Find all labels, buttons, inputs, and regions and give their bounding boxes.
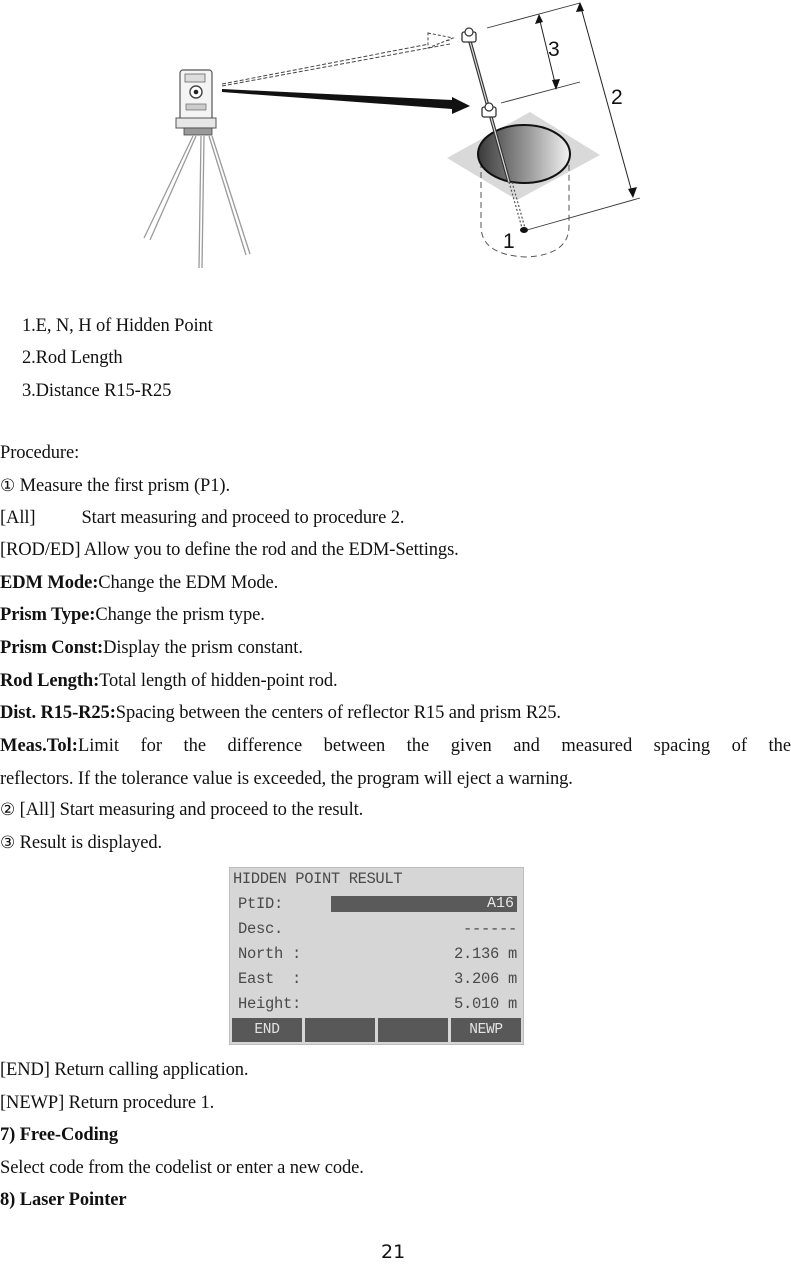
hidden-point-illustration — [0, 0, 791, 280]
section-heading-free-coding: 7) Free-Coding — [0, 1125, 118, 1145]
free-coding-text: Select code from the codelist or enter a new code. — [0, 1158, 364, 1178]
step-1-text: Measure the first prism (P1). — [15, 476, 230, 496]
procedure-step-3 — [0, 832, 162, 854]
setting-prism-type — [0, 604, 265, 626]
north-value: 2.136 m — [453, 945, 517, 963]
legend-item-rod-length: 2.Rod Length — [22, 348, 123, 368]
dimension-label-3: 3 — [548, 38, 560, 61]
setting-edm-mode — [0, 572, 278, 594]
setting-term: Dist. R15-R25: — [0, 703, 116, 723]
screen-row-desc — [238, 920, 517, 940]
hidden-point-label-1: 1 — [503, 230, 515, 253]
procedure-step-1 — [0, 475, 230, 497]
total-station-icon — [176, 70, 216, 135]
setting-prism-const — [0, 637, 303, 659]
height-label: Height: — [238, 995, 302, 1013]
setting-desc: Change the EDM Mode. — [98, 573, 279, 593]
setting-term: Prism Type: — [0, 605, 96, 625]
setting-term: Rod Length: — [0, 671, 100, 691]
setting-desc: Spacing between the centers of reflector R15 and prism R25. — [115, 703, 561, 723]
newp-softkey[interactable]: NEWP — [451, 1018, 521, 1042]
setting-dist-r15-r25 — [0, 702, 561, 724]
step-3-text: Result is displayed. — [15, 833, 163, 853]
height-value: 5.010 m — [453, 995, 517, 1013]
screen-row-east — [238, 970, 517, 990]
ptid-label: PtID: — [238, 895, 284, 913]
setting-meas-tol-line1: Meas.Tol:Limit for the difference between the given and measured spacing of the — [0, 736, 791, 756]
procedure-heading: Procedure: — [0, 443, 80, 463]
prism-top-icon — [462, 28, 476, 42]
setting-term: EDM Mode: — [0, 573, 99, 593]
step-3-marker: ③ — [0, 833, 16, 853]
hidden-point-diagram — [0, 0, 791, 280]
north-label: North : — [238, 945, 302, 963]
softkey-3[interactable] — [378, 1018, 448, 1042]
section-heading-laser-pointer: 8) Laser Pointer — [0, 1190, 127, 1210]
all-key-text: Start measuring and proceed to procedure 2. — [81, 508, 405, 528]
legend-item-distance: 3.Distance R15-R25 — [22, 381, 172, 401]
setting-desc: Change the prism type. — [95, 605, 265, 625]
hidden-point-result-screen — [229, 867, 524, 1045]
procedure-step-2 — [0, 799, 363, 821]
setting-meas-tol-line2: reflectors. If the tolerance value is exceeded, the program will eject a warning. — [0, 769, 573, 789]
legend-item-hidden-point: 1.E, N, H of Hidden Point — [22, 316, 213, 336]
screen-row-north — [238, 945, 517, 965]
softkey-2[interactable] — [305, 1018, 375, 1042]
step-1-marker: ① — [0, 476, 16, 496]
all-key-label: [All] — [0, 508, 36, 528]
step-2-text: [All] Start measuring and proceed to the result. — [15, 800, 364, 820]
desc-value: ------ — [462, 920, 517, 938]
screen-row-height — [238, 995, 517, 1015]
east-value: 3.206 m — [453, 970, 517, 988]
all-key-description — [0, 507, 404, 529]
screen-title: HIDDEN POINT RESULT — [233, 870, 403, 888]
east-label: East : — [238, 970, 302, 988]
prism-bottom-icon — [482, 103, 496, 117]
newp-key-description: [NEWP] Return procedure 1. — [0, 1093, 215, 1113]
setting-rod-length — [0, 670, 338, 692]
ptid-field[interactable]: A16 — [331, 896, 517, 912]
setting-term: Meas.Tol: — [0, 736, 78, 756]
setting-term: Prism Const: — [0, 638, 104, 658]
page-number: 21 — [381, 1241, 406, 1263]
tripod-icon — [144, 136, 250, 268]
step-2-marker: ② — [0, 800, 16, 820]
desc-label: Desc. — [238, 920, 284, 938]
end-softkey[interactable]: END — [232, 1018, 302, 1042]
dimension-label-2: 2 — [611, 86, 623, 109]
end-key-description: [END] Return calling application. — [0, 1060, 249, 1080]
screen-row-ptid — [238, 895, 517, 915]
rod-ed-description: [ROD/ED] Allow you to define the rod and the EDM-Settings. — [0, 540, 459, 560]
softkey-bar — [232, 1018, 521, 1042]
setting-desc: Display the prism constant. — [103, 638, 303, 658]
setting-desc: Total length of hidden-point rod. — [99, 671, 338, 691]
